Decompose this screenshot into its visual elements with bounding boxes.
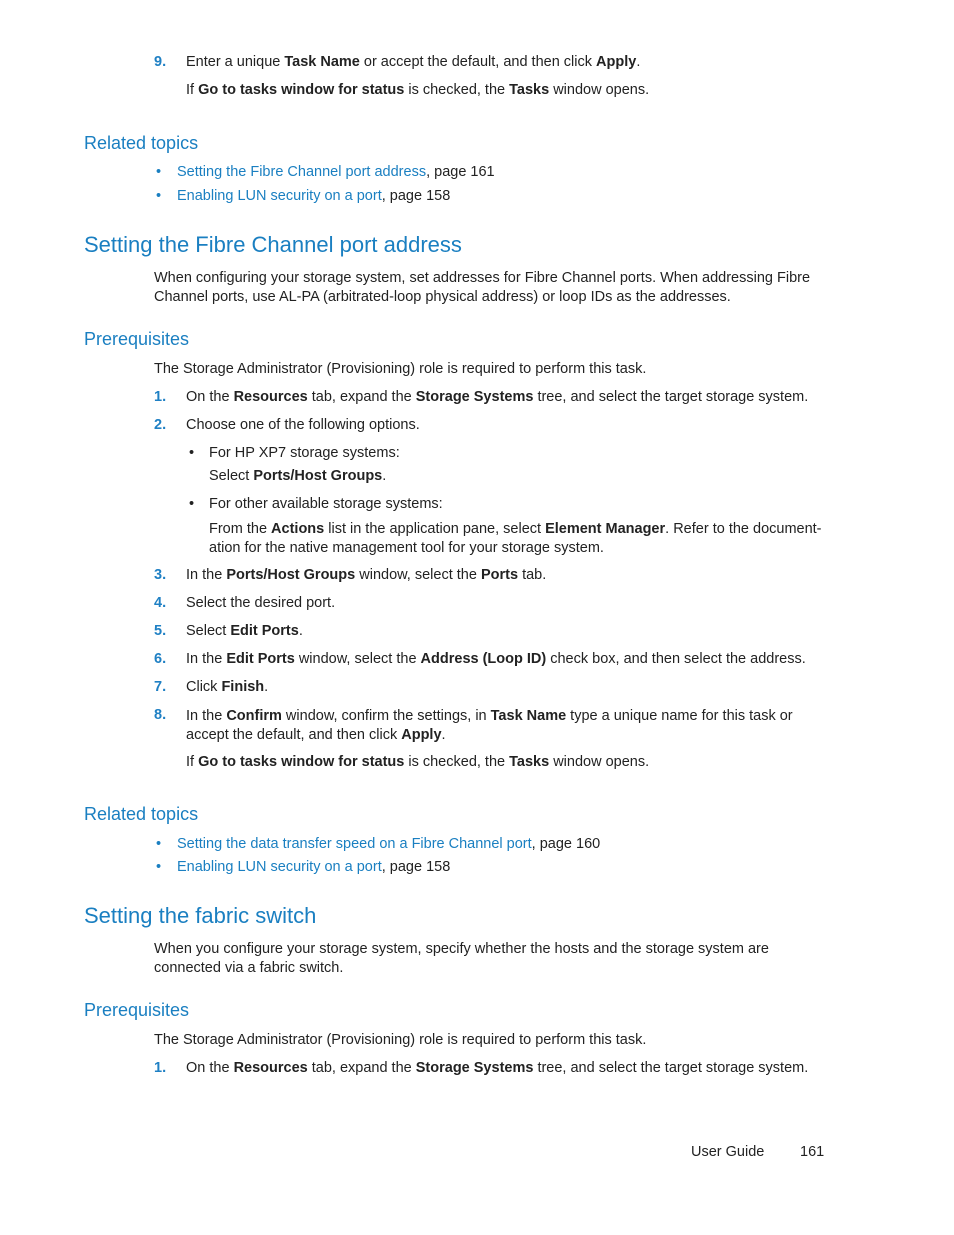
related-topics-heading: Related topics xyxy=(84,804,199,824)
related-topics-heading: Related topics xyxy=(84,133,199,153)
step-number: 8. xyxy=(154,707,167,723)
step-number: 5. xyxy=(154,623,167,639)
footer-label: User Guide xyxy=(691,1144,765,1160)
step-text: Choose one of the following options. xyxy=(186,417,420,433)
option-text: For HP XP7 storage systems: xyxy=(209,445,400,461)
related-topic-link[interactable]: Enabling LUN security on a port xyxy=(177,859,382,875)
section-intro: When you configure your storage system, specify whether the hosts and the storage system are connected via a fabric switch. xyxy=(154,941,769,976)
related-topic-item: Setting the data transfer speed on a Fibre Channel port, page 160 xyxy=(177,836,601,852)
section-intro: When configuring your storage system, set addresses for Fibre Channel ports. When addressing Fibre Channel ports, use AL-PA (arbitrated-loop physical address) or loop IDs as the addresses. xyxy=(154,270,811,305)
step-number: 3. xyxy=(154,567,167,583)
step-text: In the Ports/Host Groups window, select the Ports tab. xyxy=(186,567,547,583)
option-detail: Select Ports/Host Groups. xyxy=(209,468,387,484)
step-number: 4. xyxy=(154,595,167,611)
bullet: • xyxy=(156,859,162,875)
step-text: Enter a unique Task Name or accept the default, and then click Apply. xyxy=(186,54,641,70)
related-topic-item: Enabling LUN security on a port, page 158 xyxy=(177,859,451,875)
step-text: Select Edit Ports. xyxy=(186,623,303,639)
step-number: 2. xyxy=(154,417,167,433)
step-number: 1. xyxy=(154,1060,167,1076)
option-text: For other available storage systems: xyxy=(209,496,443,512)
bullet: • xyxy=(189,445,195,461)
step-text: On the Resources tab, expand the Storage Systems tree, and select the target storage system. xyxy=(186,389,809,405)
prerequisites-text: The Storage Administrator (Provisioning) role is required to perform this task. xyxy=(154,1032,647,1048)
step-text: In the Edit Ports window, select the Address (Loop ID) check box, and then select the address. xyxy=(186,651,806,667)
section-title: Setting the Fibre Channel port address xyxy=(84,232,462,257)
related-topic-item: Setting the Fibre Channel port address, page 161 xyxy=(177,164,495,180)
step-note: If Go to tasks window for status is checked, the Tasks window opens. xyxy=(186,754,650,770)
option-detail: From the Actions list in the application pane, select Element Manager. Refer to the document- ation for the native management tool for your storage system. xyxy=(209,521,822,556)
bullet: • xyxy=(156,164,162,180)
step-text: In the Confirm window, confirm the settings, in Task Name type a unique name for this task or accept the default, and then click Apply. xyxy=(186,708,793,743)
step-note: If Go to tasks window for status is checked, the Tasks window opens. xyxy=(186,82,650,98)
page-number: 161 xyxy=(800,1144,825,1160)
step-number: 7. xyxy=(154,679,167,695)
step-text: Click Finish. xyxy=(186,679,269,695)
step-number: 1. xyxy=(154,389,167,405)
related-topic-link[interactable]: Setting the Fibre Channel port address xyxy=(177,164,427,180)
prerequisites-text: The Storage Administrator (Provisioning) role is required to perform this task. xyxy=(154,361,647,377)
prerequisites-heading: Prerequisites xyxy=(84,329,190,349)
bullet: • xyxy=(156,836,162,852)
section-title: Setting the fabric switch xyxy=(84,903,317,928)
step-number: 9. xyxy=(154,54,167,70)
related-topic-link[interactable]: Enabling LUN security on a port xyxy=(177,188,382,204)
step-text: Select the desired port. xyxy=(186,595,336,611)
step-number: 6. xyxy=(154,651,167,667)
related-topic-item: Enabling LUN security on a port, page 158 xyxy=(177,188,451,204)
step-text: On the Resources tab, expand the Storage Systems tree, and select the target storage system. xyxy=(186,1060,809,1076)
bullet: • xyxy=(156,188,162,204)
related-topic-link[interactable]: Setting the data transfer speed on a Fibre Channel port xyxy=(177,836,532,852)
bullet: • xyxy=(189,496,195,512)
prerequisites-heading: Prerequisites xyxy=(84,1000,190,1020)
